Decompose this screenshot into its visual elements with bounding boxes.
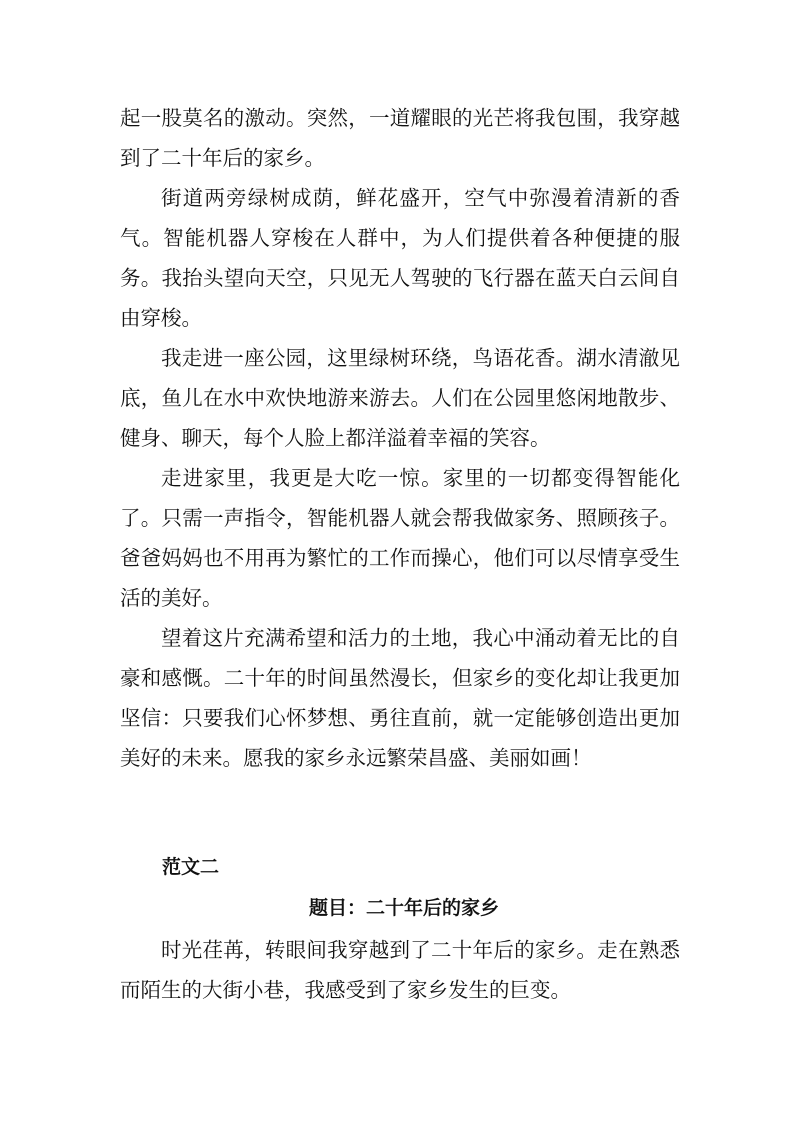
essay-two-body [120,930,680,1010]
paragraph-home: 走进家里，我更是大吃一惊。家里的一切都变得智能化了。只需一声指令，智能机器人就会帮我做家务、照顾孩子。爸爸妈妈也不用再为繁忙的工作而操心，他们可以尽情享受生活的美好。 [120,466,680,610]
essay-one-body [120,98,680,778]
paragraph-park: 我走进一座公园，这里绿树环绕，鸟语花香。湖水清澈见底，鱼儿在水中欢快地游来游去。人们在公园里悠闲地散步、健身、聊天，每个人脸上都洋溢着幸福的笑容。 [120,346,680,450]
paragraph-opening: 时光荏苒，转眼间我穿越到了二十年后的家乡。走在熟悉而陌生的大街小巷，我感受到了家乡发生的巨变。 [120,938,680,1002]
section-label: 范文二 [162,856,220,878]
paragraph-continued: 起一股莫名的激动。突然，一道耀眼的光芒将我包围，我穿越到了二十年后的家乡。 [120,106,680,170]
paragraph-street: 街道两旁绿树成荫，鲜花盛开，空气中弥漫着清新的香气。智能机器人穿梭在人群中，为人们提供着各种便捷的服务。我抬头望向天空，只见无人驾驶的飞行器在蓝天白云间自由穿梭。 [120,186,680,330]
essay-title: 题目：二十年后的家乡 [308,897,499,919]
paragraph-conclusion: 望着这片充满希望和活力的土地，我心中涌动着无比的自豪和感慨。二十年的时间虽然漫长，但家乡的变化却让我更加坚信：只要我们心怀梦想、勇往直前，就一定能够创造出更加美好的未来。愿我的家乡永远繁荣昌盛、美丽如画！ [120,626,680,770]
